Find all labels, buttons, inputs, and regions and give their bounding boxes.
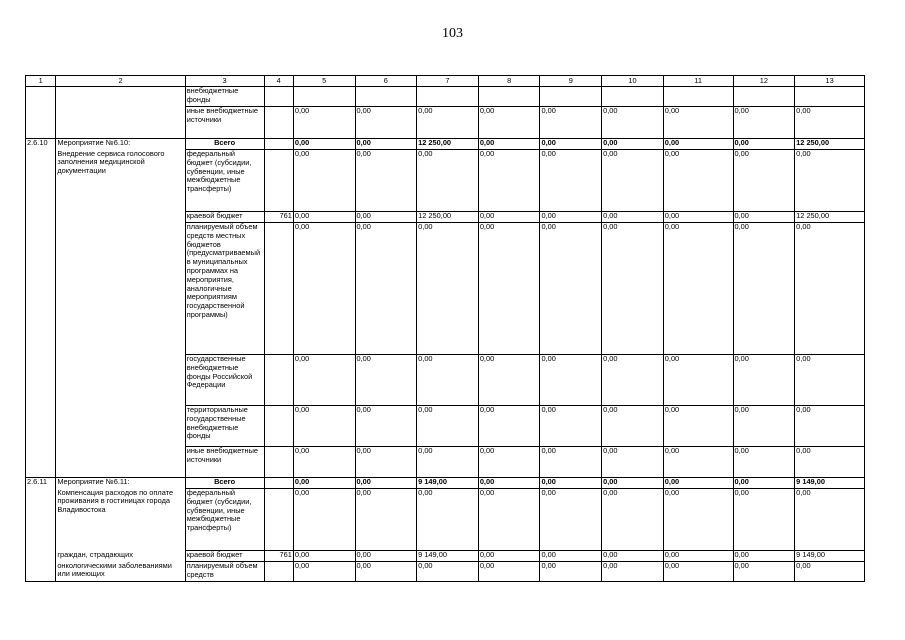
table-row: иные внебюджетные источники 0,00 0,00 0,00 0,00 0,00 0,00 0,00 0,00 0,00 (26, 447, 865, 478)
budget-table (25, 75, 865, 582)
table-row: краевой бюджет 761 0,00 0,00 12 250,00 0,00 0,00 0,00 0,00 0,00 12 250,00 (26, 212, 865, 223)
total-label: Всего (185, 478, 264, 489)
measure-title: Мероприятие №6.11: (56, 478, 185, 489)
funding-source-label: иные внебюджетные источники (185, 107, 264, 139)
col-header: 9 (540, 76, 602, 87)
total-value: 12 250,00 (795, 139, 865, 150)
table-row (26, 87, 865, 107)
total-value: 12 250,00 (417, 139, 479, 150)
funding-source-label: краевой бюджет (185, 212, 264, 223)
col-header: 7 (417, 76, 479, 87)
col-header: 13 (795, 76, 865, 87)
col-header: 4 (264, 76, 293, 87)
col-header: 10 (602, 76, 664, 87)
table-row: 2.6.11 Мероприятие №6.11: Всего 0,00 0,00 9 149,00 0,00 0,00 0,00 0,00 0,00 9 149,00 (26, 478, 865, 489)
measure-title: Мероприятие №6.10: (56, 139, 185, 150)
table-row: планируемый объем средств местных бюджетов (предусматриваемый в муниципальных программах на мероприятия, аналогичные мероприятиям государственной программы) 0,00 0,00 0,00 0,00 0,00 0,00 0,00 0,00 0,00 (26, 223, 865, 355)
total-value: 9 149,00 (795, 478, 865, 489)
measure-description-cont: онкологическими заболеваниями или имеющих (56, 562, 185, 582)
table-row: государственные внебюджетные фонды Российской Федерации 0,00 0,00 0,00 0,00 0,00 0,00 0,00 0,00 0,00 (26, 355, 865, 406)
table-row: граждан, страдающих краевой бюджет 761 0,00 0,00 9 149,00 0,00 0,00 0,00 0,00 0,00 9 149,00 (26, 551, 865, 562)
col-header: 11 (663, 76, 733, 87)
row-code: 2.6.11 (26, 478, 56, 489)
total-label: Всего (185, 139, 264, 150)
row-code: 2.6.10 (26, 139, 56, 150)
col-header: 12 (733, 76, 795, 87)
page-number: 103 (442, 26, 463, 41)
funding-source-label: государственные внебюджетные фонды Российской Федерации (185, 355, 264, 406)
col-header: 3 (185, 76, 264, 87)
col-header: 8 (478, 76, 540, 87)
funding-source-label: планируемый объем средств местных бюджетов (предусматриваемый в муниципальных программах на мероприятия, аналогичные мероприятиям государственной программы) (185, 223, 264, 355)
header-row (26, 76, 865, 87)
col-header: 6 (355, 76, 417, 87)
measure-description-cont: граждан, страдающих (56, 551, 185, 562)
funding-source-label: федеральный бюджет (субсидии, субвенции, иные межбюджетные трансферты) (185, 489, 264, 551)
funding-source-label: территориальные государственные внебюджетные фонды (185, 406, 264, 447)
col-header: 1 (26, 76, 56, 87)
table-row: 2.6.10 Мероприятие №6.10: Всего 0,00 0,00 12 250,00 0,00 0,00 0,00 0,00 0,00 12 250,00 (26, 139, 865, 150)
funding-source-label: планируемый объем средств (185, 562, 264, 582)
funding-source-label: федеральный бюджет (субсидии, субвенции, иные межбюджетные трансферты) (185, 150, 264, 212)
budget-code: 761 (264, 551, 293, 562)
total-value: 9 149,00 (417, 478, 479, 489)
funding-source-label: внебюджетные фонды (185, 87, 264, 107)
measure-description: Внедрение сервиса голосового заполнения медицинской документации (56, 150, 185, 212)
col-header: 2 (56, 76, 185, 87)
table-row: Компенсация расходов по оплате проживания в гостиницах города Владивостока федеральный бюджет (субсидии, субвенции, иные межбюджетные трансферты) 0,00 0,00 0,00 0,00 0,00 0,00 0,00 0,00 0,00 (26, 489, 865, 551)
measure-description: Компенсация расходов по оплате проживания в гостиницах города Владивостока (56, 489, 185, 551)
col-header: 5 (293, 76, 355, 87)
table-row: Внедрение сервиса голосового заполнения медицинской документации федеральный бюджет (субсидии, субвенции, иные межбюджетные трансферты) 0,00 0,00 0,00 0,00 0,00 0,00 0,00 0,00 0,00 (26, 150, 865, 212)
table-row: территориальные государственные внебюджетные фонды 0,00 0,00 0,00 0,00 0,00 0,00 0,00 0,00 0,00 (26, 406, 865, 447)
table-row: иные внебюджетные источники 0,00 0,00 0,00 0,00 0,00 0,00 0,00 0,00 0,00 (26, 107, 865, 139)
funding-source-label: краевой бюджет (185, 551, 264, 562)
funding-source-label: иные внебюджетные источники (185, 447, 264, 478)
table-row: онкологическими заболеваниями или имеющих планируемый объем средств 0,00 0,00 0,00 0,00 0,00 0,00 0,00 0,00 0,00 (26, 562, 865, 582)
budget-code: 761 (264, 212, 293, 223)
